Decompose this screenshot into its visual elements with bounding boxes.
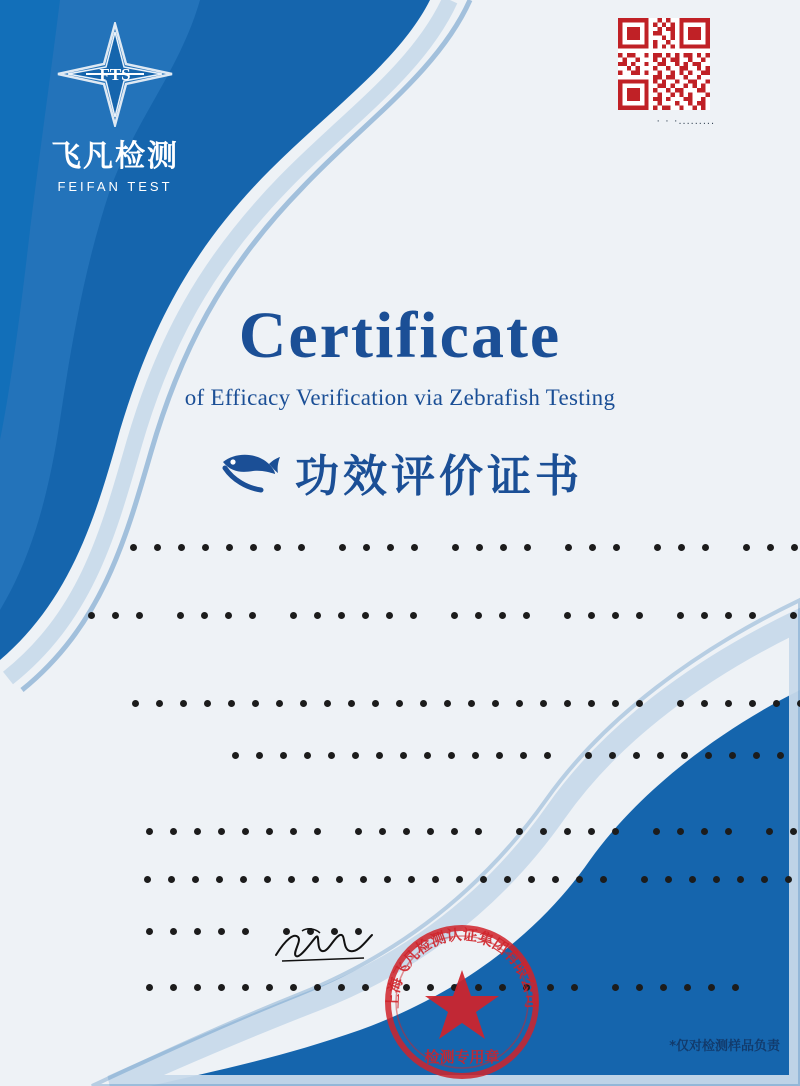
redaction-dot bbox=[612, 612, 619, 619]
redaction-dot bbox=[725, 828, 732, 835]
redaction-dot bbox=[613, 544, 620, 551]
redaction-dot bbox=[336, 876, 343, 883]
redaction-dot bbox=[761, 876, 768, 883]
redacted-word bbox=[177, 612, 273, 619]
redaction-dot bbox=[300, 700, 307, 707]
redacted-word bbox=[452, 544, 548, 551]
redaction-dot bbox=[216, 876, 223, 883]
redaction-dot bbox=[496, 752, 503, 759]
redaction-dot bbox=[636, 700, 643, 707]
redaction-dot bbox=[684, 984, 691, 991]
redaction-dot bbox=[348, 700, 355, 707]
redaction-dot bbox=[689, 876, 696, 883]
redacted-word bbox=[451, 612, 547, 619]
redaction-dot bbox=[144, 876, 151, 883]
redaction-dot bbox=[565, 544, 572, 551]
redacted-word bbox=[766, 828, 800, 835]
redacted-word bbox=[516, 828, 636, 835]
redaction-dot bbox=[408, 876, 415, 883]
redaction-dot bbox=[677, 828, 684, 835]
redaction-dot bbox=[411, 544, 418, 551]
redaction-dot bbox=[520, 752, 527, 759]
redaction-dot bbox=[468, 700, 475, 707]
redaction-dot bbox=[427, 828, 434, 835]
redaction-dot bbox=[701, 828, 708, 835]
logo-name-en: FEIFAN TEST bbox=[57, 179, 173, 194]
redaction-dot bbox=[585, 752, 592, 759]
redaction-dot bbox=[410, 612, 417, 619]
redaction-dot bbox=[290, 828, 297, 835]
redaction-dot bbox=[737, 876, 744, 883]
redaction-dot bbox=[338, 984, 345, 991]
redaction-dot bbox=[178, 544, 185, 551]
redaction-dot bbox=[154, 544, 161, 551]
redacted-word bbox=[564, 612, 660, 619]
redaction-dot bbox=[252, 700, 259, 707]
redacted-word bbox=[641, 876, 800, 883]
redaction-dot bbox=[451, 612, 458, 619]
redaction-dot bbox=[274, 544, 281, 551]
redaction-dot bbox=[304, 752, 311, 759]
redaction-dot bbox=[452, 544, 459, 551]
page-title: Certificate bbox=[238, 299, 562, 372]
redacted-text-line-4 bbox=[232, 752, 800, 759]
redacted-word bbox=[653, 828, 749, 835]
redacted-word bbox=[146, 828, 338, 835]
redacted-word bbox=[146, 928, 266, 935]
redacted-word bbox=[290, 612, 434, 619]
qr-code bbox=[618, 18, 710, 110]
redaction-dot bbox=[523, 612, 530, 619]
redacted-word bbox=[790, 612, 800, 619]
four-point-star-icon bbox=[56, 22, 174, 127]
redaction-dot bbox=[170, 928, 177, 935]
redaction-dot bbox=[749, 700, 756, 707]
redaction-dot bbox=[678, 544, 685, 551]
redaction-dot bbox=[146, 828, 153, 835]
redaction-dot bbox=[589, 544, 596, 551]
logo-name-cn: 飞凡检测 bbox=[51, 139, 179, 174]
redaction-dot bbox=[384, 876, 391, 883]
redaction-dot bbox=[571, 984, 578, 991]
redacted-word bbox=[743, 544, 800, 551]
redaction-dot bbox=[266, 984, 273, 991]
redaction-dot bbox=[499, 612, 506, 619]
redaction-dot bbox=[516, 828, 523, 835]
redaction-dot bbox=[451, 828, 458, 835]
redaction-dot bbox=[732, 984, 739, 991]
redaction-dot bbox=[424, 752, 431, 759]
redaction-dot bbox=[766, 828, 773, 835]
redaction-dot bbox=[288, 876, 295, 883]
redacted-word bbox=[677, 700, 800, 707]
redaction-dot bbox=[180, 700, 187, 707]
redaction-dot bbox=[355, 828, 362, 835]
redaction-dot bbox=[492, 700, 499, 707]
redaction-dot bbox=[218, 984, 225, 991]
redaction-dot bbox=[472, 752, 479, 759]
redaction-dot bbox=[168, 876, 175, 883]
redacted-word bbox=[565, 544, 637, 551]
redaction-dot bbox=[552, 876, 559, 883]
redaction-dot bbox=[194, 828, 201, 835]
redaction-dot bbox=[612, 828, 619, 835]
redaction-dot bbox=[362, 984, 369, 991]
redaction-dot bbox=[290, 612, 297, 619]
redaction-dot bbox=[146, 984, 153, 991]
redaction-dot bbox=[705, 752, 712, 759]
redaction-dot bbox=[743, 544, 750, 551]
redaction-dot bbox=[588, 828, 595, 835]
redaction-dot bbox=[312, 876, 319, 883]
redaction-dot bbox=[194, 928, 201, 935]
redaction-dot bbox=[588, 612, 595, 619]
redacted-word bbox=[612, 984, 756, 991]
redaction-dot bbox=[146, 928, 153, 935]
redaction-dot bbox=[387, 544, 394, 551]
redaction-dot bbox=[156, 700, 163, 707]
redaction-dot bbox=[201, 612, 208, 619]
logo-mark-text: FTS bbox=[99, 65, 131, 84]
redaction-dot bbox=[677, 612, 684, 619]
redaction-dot bbox=[609, 752, 616, 759]
redaction-dot bbox=[540, 700, 547, 707]
redacted-word bbox=[339, 544, 435, 551]
brand-logo bbox=[40, 22, 190, 197]
redaction-dot bbox=[204, 700, 211, 707]
redacted-word bbox=[232, 752, 568, 759]
redaction-dot bbox=[725, 612, 732, 619]
redaction-dot bbox=[636, 612, 643, 619]
page-title-cn: 功效评价证书 bbox=[295, 451, 583, 502]
redaction-dot bbox=[767, 544, 774, 551]
redaction-dot bbox=[612, 700, 619, 707]
redaction-dot bbox=[660, 984, 667, 991]
redaction-dot bbox=[444, 700, 451, 707]
redaction-dot bbox=[324, 700, 331, 707]
redaction-dot bbox=[633, 752, 640, 759]
redaction-dot bbox=[653, 828, 660, 835]
redaction-dot bbox=[396, 700, 403, 707]
redacted-text-line-6 bbox=[144, 876, 800, 883]
redaction-dot bbox=[654, 544, 661, 551]
redacted-word bbox=[654, 544, 726, 551]
redaction-dot bbox=[88, 612, 95, 619]
redaction-dot bbox=[480, 876, 487, 883]
redaction-dot bbox=[314, 612, 321, 619]
redaction-dot bbox=[420, 700, 427, 707]
redaction-dot bbox=[790, 612, 797, 619]
redacted-word bbox=[88, 612, 160, 619]
redacted-word bbox=[146, 984, 386, 991]
redaction-dot bbox=[540, 828, 547, 835]
redaction-dot bbox=[242, 984, 249, 991]
redaction-dot bbox=[564, 612, 571, 619]
redaction-dot bbox=[376, 752, 383, 759]
redaction-dot bbox=[363, 544, 370, 551]
redaction-dot bbox=[753, 752, 760, 759]
redaction-dot bbox=[665, 876, 672, 883]
redaction-dot bbox=[400, 752, 407, 759]
redacted-word bbox=[130, 544, 322, 551]
redaction-dot bbox=[681, 752, 688, 759]
redaction-dot bbox=[280, 752, 287, 759]
redacted-word bbox=[677, 612, 773, 619]
redaction-dot bbox=[432, 876, 439, 883]
redaction-dot bbox=[785, 876, 792, 883]
redacted-text-line-5 bbox=[146, 828, 800, 835]
redaction-dot bbox=[528, 876, 535, 883]
redaction-dot bbox=[612, 984, 619, 991]
signature bbox=[272, 925, 377, 965]
stamp-arc-text: 上海飞凡检测认证集团有限公司 bbox=[383, 925, 541, 1009]
redaction-dot bbox=[516, 700, 523, 707]
redaction-dot bbox=[249, 612, 256, 619]
redaction-dot bbox=[448, 752, 455, 759]
redaction-dot bbox=[725, 700, 732, 707]
redaction-dot bbox=[225, 612, 232, 619]
redaction-dot bbox=[701, 700, 708, 707]
redaction-dot bbox=[475, 828, 482, 835]
footnote: *仅对检测样品负责 bbox=[669, 1039, 780, 1054]
redaction-dot bbox=[194, 984, 201, 991]
redaction-dot bbox=[314, 828, 321, 835]
redacted-word bbox=[585, 752, 800, 759]
redaction-dot bbox=[130, 544, 137, 551]
redaction-dot bbox=[386, 612, 393, 619]
stamp-bottom-text: 检测专用章 bbox=[424, 1048, 500, 1066]
redaction-dot bbox=[250, 544, 257, 551]
redaction-dot bbox=[264, 876, 271, 883]
redaction-dot bbox=[290, 984, 297, 991]
redaction-dot bbox=[372, 700, 379, 707]
redaction-dot bbox=[170, 984, 177, 991]
redaction-dot bbox=[276, 700, 283, 707]
redacted-word bbox=[144, 876, 624, 883]
redaction-dot bbox=[403, 828, 410, 835]
redaction-dot bbox=[777, 752, 784, 759]
redaction-dot bbox=[701, 612, 708, 619]
redaction-dot bbox=[352, 752, 359, 759]
redaction-dot bbox=[790, 828, 797, 835]
redaction-dot bbox=[456, 876, 463, 883]
redacted-text-line-1 bbox=[130, 544, 800, 551]
redaction-dot bbox=[256, 752, 263, 759]
redaction-dot bbox=[314, 984, 321, 991]
redaction-dot bbox=[218, 828, 225, 835]
redaction-dot bbox=[677, 700, 684, 707]
redaction-dot bbox=[136, 612, 143, 619]
redaction-dot bbox=[112, 612, 119, 619]
redaction-dot bbox=[564, 700, 571, 707]
redaction-dot bbox=[170, 828, 177, 835]
redaction-dot bbox=[362, 612, 369, 619]
redaction-dot bbox=[338, 612, 345, 619]
redaction-dot bbox=[702, 544, 709, 551]
redaction-dot bbox=[636, 984, 643, 991]
redaction-dot bbox=[500, 544, 507, 551]
redaction-dot bbox=[576, 876, 583, 883]
redacted-text-line-2 bbox=[88, 612, 800, 619]
redaction-dot bbox=[202, 544, 209, 551]
redaction-dot bbox=[328, 752, 335, 759]
redaction-dot bbox=[504, 876, 511, 883]
redaction-dot bbox=[564, 828, 571, 835]
redacted-word bbox=[355, 828, 499, 835]
redaction-dot bbox=[226, 544, 233, 551]
redaction-dot bbox=[242, 928, 249, 935]
redaction-dot bbox=[339, 544, 346, 551]
redaction-dot bbox=[544, 752, 551, 759]
redaction-dot bbox=[266, 828, 273, 835]
official-stamp bbox=[372, 912, 552, 1086]
redaction-dot bbox=[132, 700, 139, 707]
page-subtitle: of Efficacy Verification via Zebrafish Testing bbox=[184, 385, 616, 410]
redaction-dot bbox=[588, 700, 595, 707]
redaction-dot bbox=[228, 700, 235, 707]
redaction-dot bbox=[729, 752, 736, 759]
redaction-dot bbox=[242, 828, 249, 835]
redaction-dot bbox=[791, 544, 798, 551]
redaction-dot bbox=[232, 752, 239, 759]
redaction-dot bbox=[657, 752, 664, 759]
redaction-dot bbox=[641, 876, 648, 883]
redaction-dot bbox=[298, 544, 305, 551]
qr-caption: · · ·......... bbox=[656, 115, 715, 127]
redaction-dot bbox=[360, 876, 367, 883]
redacted-text-line-3 bbox=[132, 700, 800, 707]
redaction-dot bbox=[177, 612, 184, 619]
redaction-dot bbox=[379, 828, 386, 835]
redaction-dot bbox=[773, 700, 780, 707]
redaction-dot bbox=[524, 544, 531, 551]
redaction-dot bbox=[218, 928, 225, 935]
title-cn-row bbox=[0, 440, 800, 504]
redaction-dot bbox=[713, 876, 720, 883]
redaction-dot bbox=[476, 544, 483, 551]
redaction-dot bbox=[600, 876, 607, 883]
redaction-dot bbox=[708, 984, 715, 991]
redaction-dot bbox=[749, 612, 756, 619]
redaction-dot bbox=[475, 612, 482, 619]
redaction-dot bbox=[192, 876, 199, 883]
redaction-dot bbox=[240, 876, 247, 883]
zebrafish-icon bbox=[217, 446, 281, 499]
redacted-word bbox=[132, 700, 660, 707]
